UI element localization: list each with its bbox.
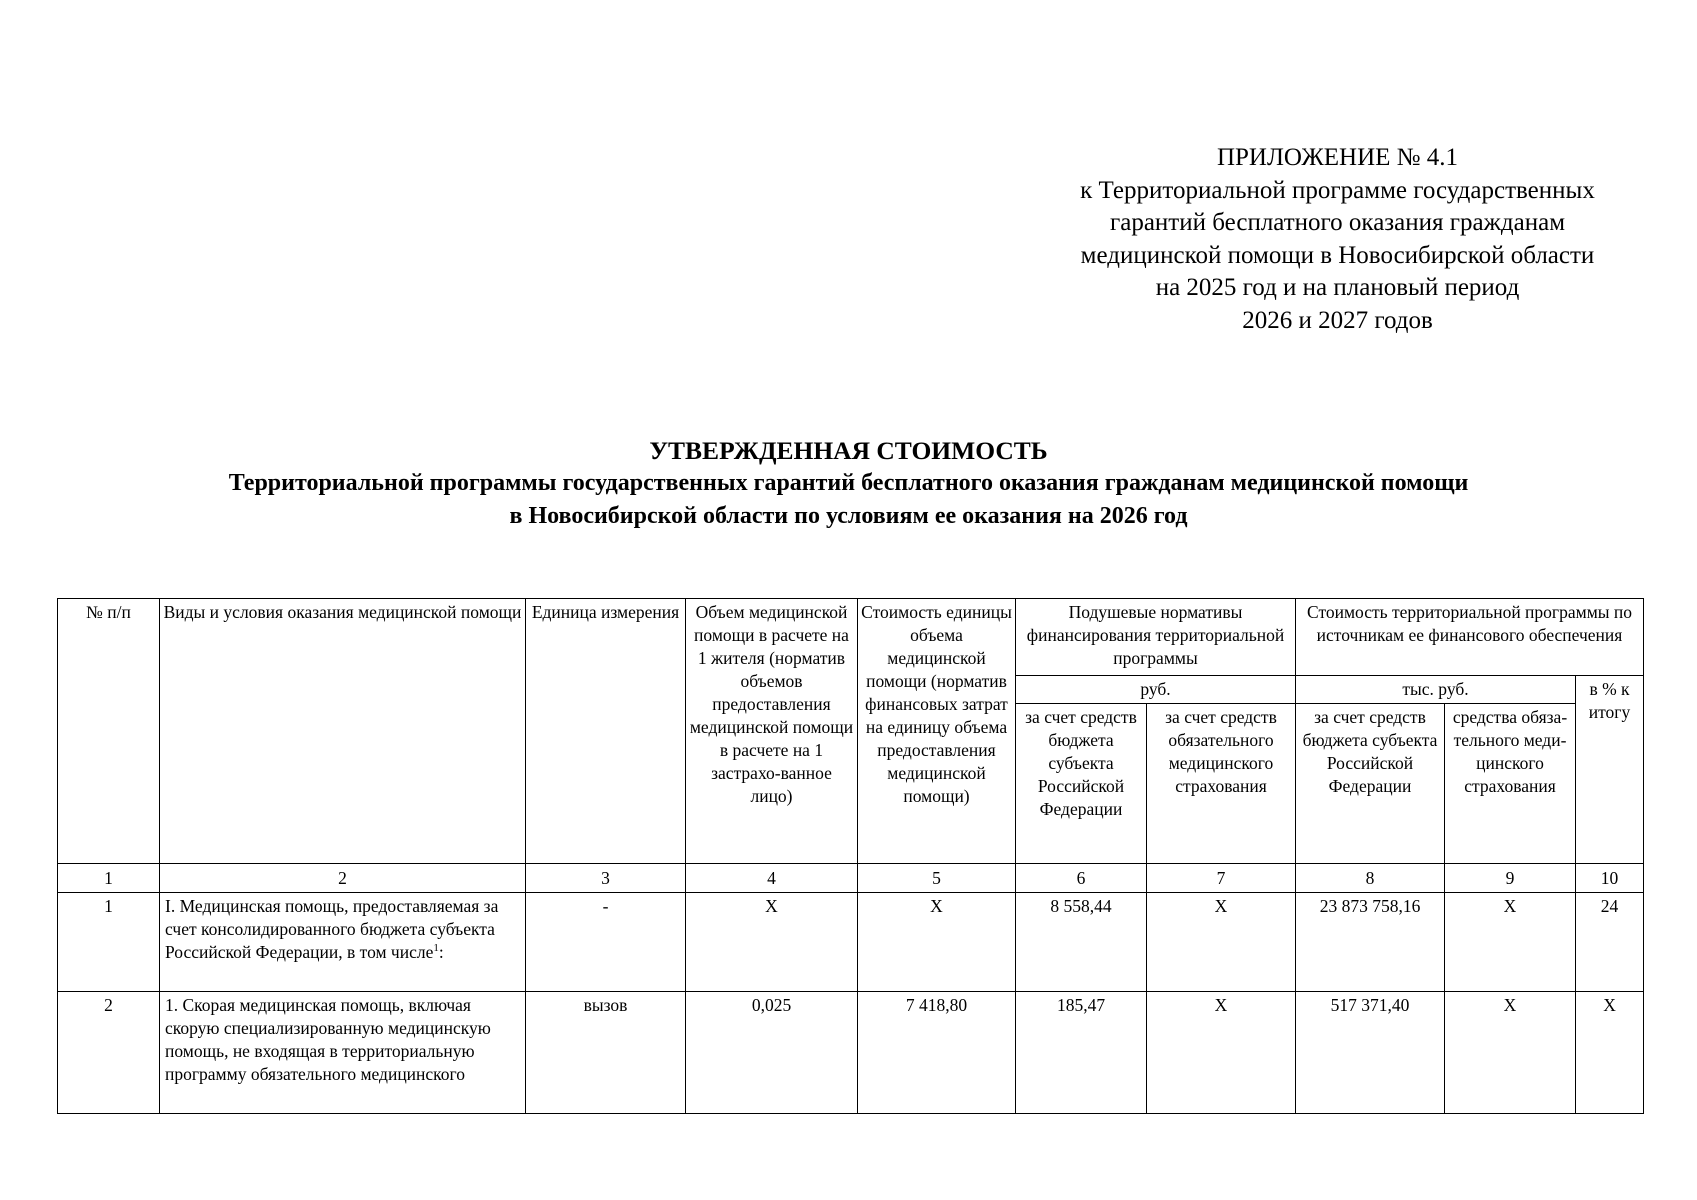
header-cell-volume: Объем медицинской помощи в расчете на 1 жителя (норматив объемов предоставления медицинской помощи в расчете на 1 застрахо-ванное лицо) [686,599,858,864]
appendix-line: медицинской помощи в Новосибирской области [1080,241,1595,269]
header-cell-percent: в % к итогу [1576,676,1644,864]
row-volume: X [686,893,858,992]
row-per-capita-budget: 8 558,44 [1016,893,1147,992]
appendix-line: ПРИЛОЖЕНИЕ № 4.1 [1216,144,1459,171]
appendix-header [1035,142,1640,337]
appendix-line: к Территориальной программе государственных [1080,176,1595,204]
appendix-line: 2026 и 2027 годов [1242,306,1433,334]
row-unit-cost: X [858,893,1016,992]
row-unit: - [526,893,686,992]
header-cell-unit-rub: руб. [1016,676,1296,704]
column-number: 10 [1576,864,1644,893]
row-cost-oms: X [1445,992,1576,1114]
row-number: 1 [58,893,160,992]
header-cell-cost-oms: средства обяза-тельного меди-цинского страхования [1445,704,1576,864]
row-cost-budget: 517 371,40 [1296,992,1445,1114]
column-number: 1 [58,864,160,893]
column-number: 7 [1147,864,1296,893]
column-number: 2 [160,864,526,893]
row-cost-budget: 23 873 758,16 [1296,893,1445,992]
header-cell-cost-group: Стоимость территориальной программы по источникам ее финансового обеспечения [1296,599,1644,676]
header-cell-per-capita-group: Подушевые нормативы финансирования территориальной программы [1016,599,1296,676]
title-line-2: Территориальной программы государственных гарантий бесплатного оказания гражданам медицинской помощи [228,470,1469,496]
row-per-capita-oms: X [1147,893,1296,992]
cost-table [57,598,1644,1114]
row-percent: X [1576,992,1644,1114]
row-per-capita-budget: 185,47 [1016,992,1147,1114]
header-cell-number: № п/п [58,599,160,864]
column-number: 8 [1296,864,1445,893]
row-unit-cost: 7 418,80 [858,992,1016,1114]
row-number: 2 [58,992,160,1114]
row-cost-oms: X [1445,893,1576,992]
column-number: 6 [1016,864,1147,893]
table-row [58,893,1644,992]
table-row [58,992,1644,1114]
header-cell-cost-budget: за счет средств бюджета субъекта Российской Федерации [1296,704,1445,864]
appendix-line: на 2025 год и на плановый период [1155,274,1520,301]
appendix-line: гарантий бесплатного оказания гражданам [1109,209,1566,236]
row-unit: вызов [526,992,686,1114]
header-cell-unit: Единица измерения [526,599,686,864]
column-number: 4 [686,864,858,893]
header-row [58,599,1644,676]
header-cell-care-type: Виды и условия оказания медицинской помощи [160,599,526,864]
row-care-type-text: I. Медицинская помощь, предоставляемая за счет консолидированного бюджета субъекта Российской Федерации, в том числе [165,896,499,962]
row-per-capita-oms: X [1147,992,1296,1114]
row-care-type: 1. Скорая медицинская помощь, включая скорую специализированную медицинскую помощь, не входящая в территориальную программу обязательного медицинского [160,992,526,1114]
row-care-type-suffix: : [438,942,444,962]
row-care-type [160,893,526,992]
column-number: 3 [526,864,686,893]
header-cell-per-capita-budget: за счет средств бюджета субъекта Российской Федерации [1016,704,1147,864]
title-line-1: УТВЕРЖДЕННАЯ СТОИМОСТЬ [649,436,1048,465]
header-cell-per-capita-oms: за счет средств обязательного медицинского страхования [1147,704,1296,864]
document-title [0,435,1697,533]
column-number: 5 [858,864,1016,893]
title-line-3: в Новосибирской области по условиям ее оказания на 2026 год [509,503,1188,529]
column-number-row [58,864,1644,893]
footnote-mark: 1 [433,942,439,955]
header-cell-unit-thousand-rub: тыс. руб. [1296,676,1576,704]
row-volume: 0,025 [686,992,858,1114]
column-number: 9 [1445,864,1576,893]
row-percent: 24 [1576,893,1644,992]
header-cell-unit-cost: Стоимость единицы объема медицинской помощи (норматив финансовых затрат на единицу объема предоставления медицинской помощи) [858,599,1016,864]
